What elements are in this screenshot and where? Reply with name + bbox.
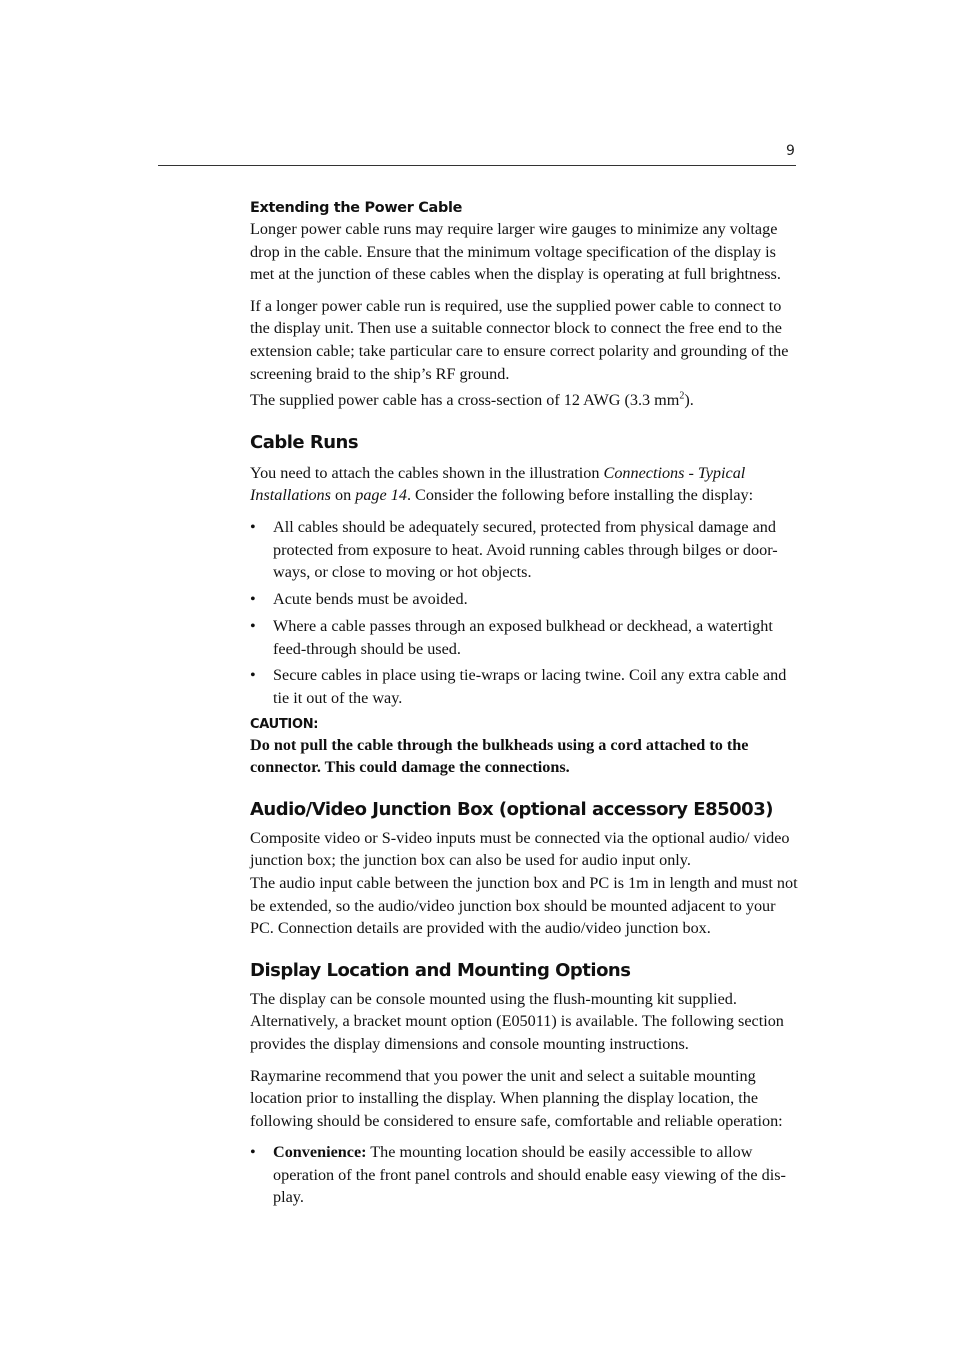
caution-label: CAUTION: xyxy=(250,716,319,732)
audio-video-paragraph-2: The audio input cable between the junction box and PC is 1m in length and must not be extended, so the audio/video junction box should be mounted adjacent to your PC. Connection details are provided with the audio/video junction box. xyxy=(250,873,798,938)
display-location-paragraph-1: The display can be console mounted using the flush-mounting kit supplied. Alternatively, a bracket mount option (E05011) is available. The following section provides the display dimensions and console mounting instructions. xyxy=(250,989,784,1053)
cable-runs-list xyxy=(250,516,798,710)
extending-paragraph-3 xyxy=(250,389,798,412)
cable-runs-intro xyxy=(250,462,798,507)
page-content xyxy=(250,198,798,1209)
cross-section-end: ). xyxy=(684,391,694,410)
header-rule xyxy=(158,165,796,166)
display-location-paragraph-2: Raymarine recommend that you power the unit and select a suitable mounting location prior to installing the display. When planning the display location, the following should be considered to ensure safe, comfortable and reliable operation: xyxy=(250,1066,783,1130)
cross-reference-link[interactable]: Connections - Typical Installations xyxy=(250,463,746,505)
extending-paragraph-1: Longer power cable runs may require larger wire gauges to minimize any voltage drop in the cable. Ensure that the minimum voltage specification of the display is met at the junction of these cables when the display is operating at full brightness. xyxy=(250,220,781,284)
extending-paragraph-2: If a longer power cable run is required, use the supplied power cable to connect to the display unit. Then use a suitable connector block to connect the free end to the extension cable; take particular care to ensure correct polarity and grounding of the screening braid to the ship’s RF ground. xyxy=(250,296,789,383)
cross-section-text: The supplied power cable has a cross-section of 12 AWG (3.3 mm xyxy=(250,391,680,410)
page-reference-link[interactable]: page 14 xyxy=(355,486,407,505)
intro-text-a: You need to attach the cables shown in the illustration xyxy=(250,463,604,482)
audio-video-heading: Audio/Video Junction Box (optional accessory E85003) xyxy=(250,798,773,820)
extending-heading: Extending the Power Cable xyxy=(250,200,463,216)
superscript-2: 2 xyxy=(679,390,685,402)
list-item: • Where a cable passes through an exposed bulkhead or deckhead, a watertight feed-through should be used. xyxy=(250,615,798,660)
convenience-label: Convenience: xyxy=(273,1143,367,1162)
audio-video-paragraph-1: Composite video or S-video inputs must be connected via the optional audio/ video junction box; the junction box can also be used for audio input only. xyxy=(250,828,790,870)
page-number: 9 xyxy=(786,143,795,159)
cable-runs-heading: Cable Runs xyxy=(250,431,359,453)
display-location-list xyxy=(250,1141,798,1209)
display-location-heading: Display Location and Mounting Options xyxy=(250,959,631,981)
intro-text-b: on xyxy=(330,486,356,505)
list-item: • All cables should be adequately secured, protected from physical damage and protected from exposure to heat. Avoid running cables through bilges or door-ways, or close to moving or hot objects. xyxy=(250,516,798,584)
list-item: • Acute bends must be avoided. xyxy=(250,588,798,611)
list-item: • Secure cables in place using tie-wraps or lacing twine. Coil any extra cable and tie it out of the way. xyxy=(250,664,798,709)
caution-text: Do not pull the cable through the bulkheads using a cord attached to the connector. This could damage the connections. xyxy=(250,735,749,777)
list-item xyxy=(250,1141,798,1209)
convenience-text: The mounting location should be easily accessible to allow operation of the front panel controls and should enable easy viewing of the dis-play. xyxy=(273,1143,786,1207)
intro-text-c: . Consider the following before installing the display: xyxy=(406,486,754,505)
